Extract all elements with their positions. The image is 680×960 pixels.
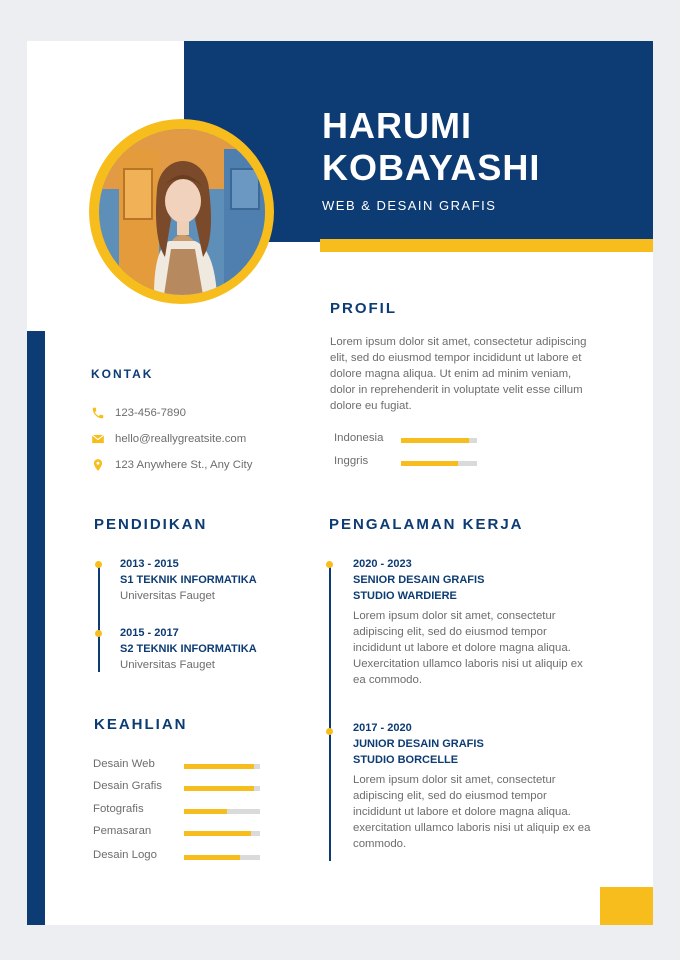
experience-item bbox=[353, 558, 591, 688]
language-bar-track bbox=[401, 438, 477, 443]
skill-bar-track bbox=[184, 764, 260, 769]
profile-photo bbox=[99, 129, 265, 295]
experience-position: SENIOR DESAIN GRAFIS bbox=[353, 574, 485, 586]
experience-description: Lorem ipsum dolor sit amet, consectetur adipiscing elit, sed do eiusmod tempor incididunt ut labore et dolore magna aliqua. exercitation ullamco laboris nisi ut aliquip ex ea commodo. bbox=[353, 774, 591, 850]
language-label: Inggris bbox=[334, 455, 369, 467]
contact-email bbox=[91, 432, 246, 446]
timeline-dot bbox=[326, 728, 333, 735]
language-bar-fill bbox=[401, 461, 458, 466]
experience-company: STUDIO BORCELLE bbox=[353, 754, 459, 766]
skill-bar-fill bbox=[184, 855, 240, 860]
contact-phone-text: 123-456-7890 bbox=[115, 407, 186, 419]
pengalaman-title: PENGALAMAN KERJA bbox=[329, 516, 524, 533]
education-school: Universitas Fauget bbox=[120, 590, 215, 602]
skill-bar-fill bbox=[184, 786, 254, 791]
profil-text: Lorem ipsum dolor sit amet, consectetur adipiscing elit, sed do eiusmod tempor incididunt ut labore et dolore magna aliqua. Ut enim ad minim veniam, dolor in reprehenderit in voluptate velit esse cillum dolore eu fugiat. bbox=[330, 336, 587, 412]
location-pin-icon bbox=[91, 458, 105, 472]
education-item bbox=[120, 558, 257, 602]
corner-accent bbox=[600, 887, 653, 925]
name-line-1: HARUMI bbox=[322, 105, 472, 146]
skill-bar-fill bbox=[184, 831, 251, 836]
education-degree: S2 TEKNIK INFORMATIKA bbox=[120, 643, 257, 655]
skill-bar-fill bbox=[184, 764, 254, 769]
experience-description: Lorem ipsum dolor sit amet, consectetur adipiscing elit, sed do eiusmod tempor incididunt ut labore et dolore magna aliqua. Uexercitation ullamco laboris nisi ut aliquip ex ea commodo. bbox=[353, 610, 583, 686]
skill-bar-track bbox=[184, 786, 260, 791]
contact-address bbox=[91, 458, 252, 472]
education-item bbox=[120, 627, 257, 671]
skill-label: Pemasaran bbox=[93, 825, 152, 837]
header-accent-strip bbox=[320, 239, 653, 252]
name-line-2: KOBAYASHI bbox=[322, 147, 541, 188]
education-years: 2015 - 2017 bbox=[120, 627, 179, 639]
experience-years: 2020 - 2023 bbox=[353, 558, 412, 570]
experience-position: JUNIOR DESAIN GRAFIS bbox=[353, 738, 484, 750]
contact-phone bbox=[91, 406, 186, 420]
phone-icon bbox=[91, 406, 105, 420]
timeline-dot bbox=[326, 561, 333, 568]
kontak-title: KONTAK bbox=[91, 367, 154, 381]
education-timeline bbox=[98, 565, 100, 672]
skill-label: Fotografis bbox=[93, 803, 144, 815]
mail-icon bbox=[91, 432, 105, 446]
experience-item bbox=[353, 722, 591, 852]
timeline-dot bbox=[95, 561, 102, 568]
job-role: WEB & DESAIN GRAFIS bbox=[322, 198, 497, 213]
skill-bar-track bbox=[184, 809, 260, 814]
skill-label: Desain Web bbox=[93, 758, 155, 770]
experience-timeline bbox=[329, 565, 331, 861]
education-years: 2013 - 2015 bbox=[120, 558, 179, 570]
skill-bar-track bbox=[184, 831, 260, 836]
left-accent-bar bbox=[27, 331, 45, 925]
language-label: Indonesia bbox=[334, 432, 384, 444]
contact-address-text: 123 Anywhere St., Any City bbox=[115, 459, 253, 471]
language-bar-fill bbox=[401, 438, 469, 443]
skill-label: Desain Grafis bbox=[93, 780, 163, 792]
pendidikan-title: PENDIDIKAN bbox=[94, 516, 208, 533]
skill-bar-track bbox=[184, 855, 260, 860]
education-degree: S1 TEKNIK INFORMATIKA bbox=[120, 574, 257, 586]
experience-company: STUDIO WARDIERE bbox=[353, 590, 457, 602]
keahlian-title: KEAHLIAN bbox=[94, 716, 188, 733]
timeline-dot bbox=[95, 630, 102, 637]
skill-label: Desain Logo bbox=[93, 849, 157, 861]
contact-email-text: hello@reallygreatsite.com bbox=[115, 433, 247, 445]
profil-title: PROFIL bbox=[330, 300, 397, 317]
education-school: Universitas Fauget bbox=[120, 659, 215, 671]
skill-bar-fill bbox=[184, 809, 227, 814]
experience-years: 2017 - 2020 bbox=[353, 722, 412, 734]
language-bar-track bbox=[401, 461, 477, 466]
full-name bbox=[322, 105, 540, 189]
resume-page bbox=[27, 41, 653, 925]
